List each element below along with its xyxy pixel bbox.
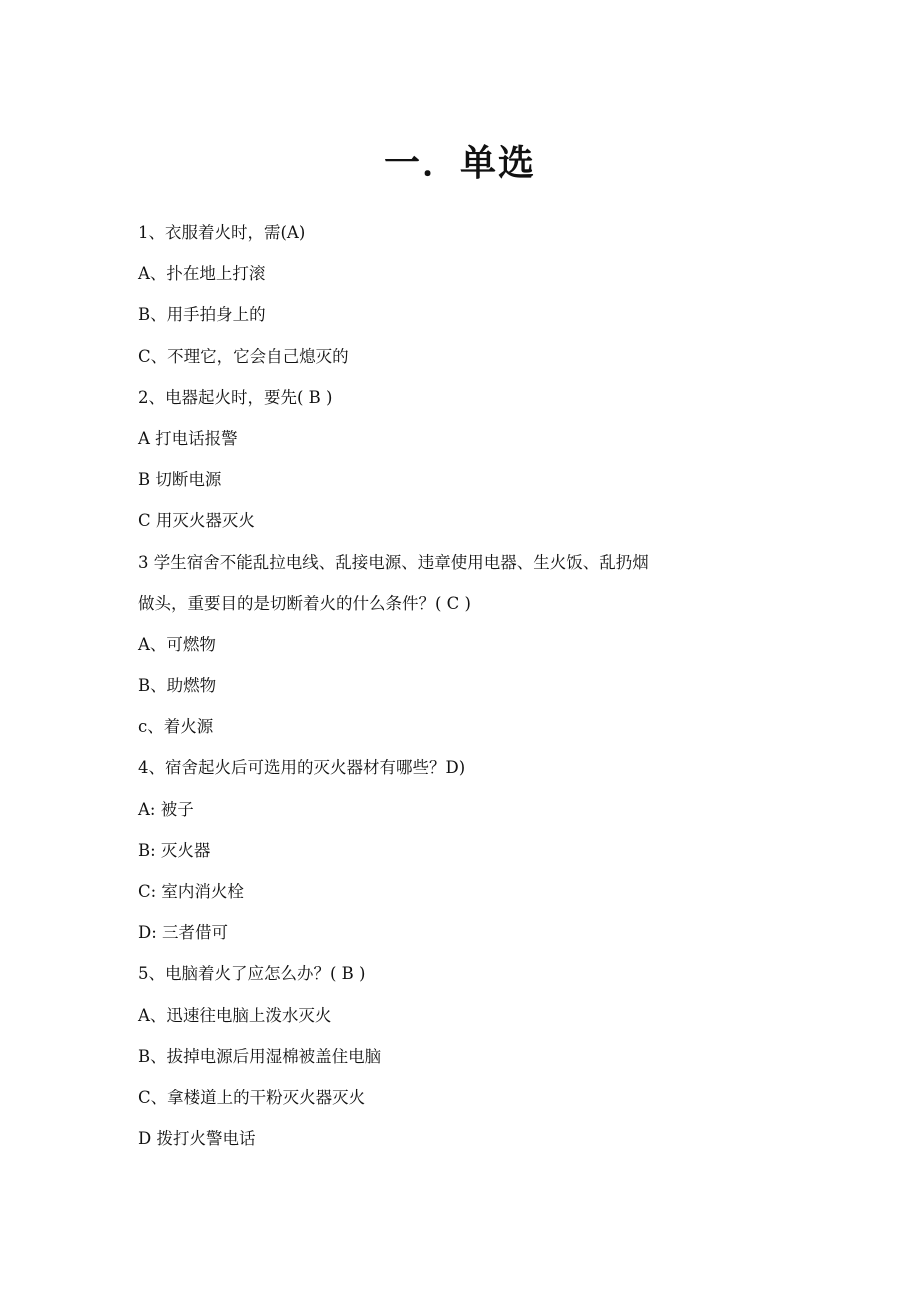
text-line: B、助燃物 [138, 676, 217, 696]
text-line: C、不理它，它会自己熄灭的 [138, 346, 349, 366]
text-line: B、用手拍身上的 [138, 305, 266, 325]
text-line: 1、衣服着火时，需(A) [138, 223, 306, 242]
text-line: 3 学生宿舍不能乱拉电线、乱接电源、违章使用电器、生火饭、乱扔烟 [138, 552, 649, 572]
text-line: B 切断电源 [138, 470, 222, 490]
text-line: 2、电器起火时，要先( B ) [138, 387, 333, 407]
text-line: A、扑在地上打滚 [138, 264, 266, 284]
text-line: C 用灭火器灭火 [138, 511, 255, 531]
text-line: 做头，重要目的是切断着火的什么条件？( C ) [138, 593, 471, 613]
text-line: C: 室内消火栓 [138, 882, 244, 901]
text-line: B: 灭火器 [138, 840, 211, 860]
text-line: D 拨打火警电话 [138, 1129, 256, 1149]
question-list [138, 219, 758, 1166]
text-line: c、着火源 [138, 717, 214, 737]
text-line: C、拿楼道上的干粉灭火器灭火 [138, 1087, 366, 1107]
text-line: A、迅速往电脑上泼水灭火 [138, 1005, 332, 1025]
text-line: A、可燃物 [138, 634, 216, 654]
section-title: 一．单选 [383, 143, 536, 184]
text-line: D: 三者借可 [138, 923, 229, 943]
text-line: B、拔掉电源后用湿棉被盖住电脑 [138, 1046, 382, 1066]
text-line: A 打电话报警 [138, 428, 238, 448]
text-line: 4、宿舍起火后可选用的灭火器材有哪些？D) [138, 758, 466, 778]
text-line: A: 被子 [138, 799, 194, 819]
text-line: 5、电脑着火了应怎么办？( B ) [138, 964, 366, 984]
